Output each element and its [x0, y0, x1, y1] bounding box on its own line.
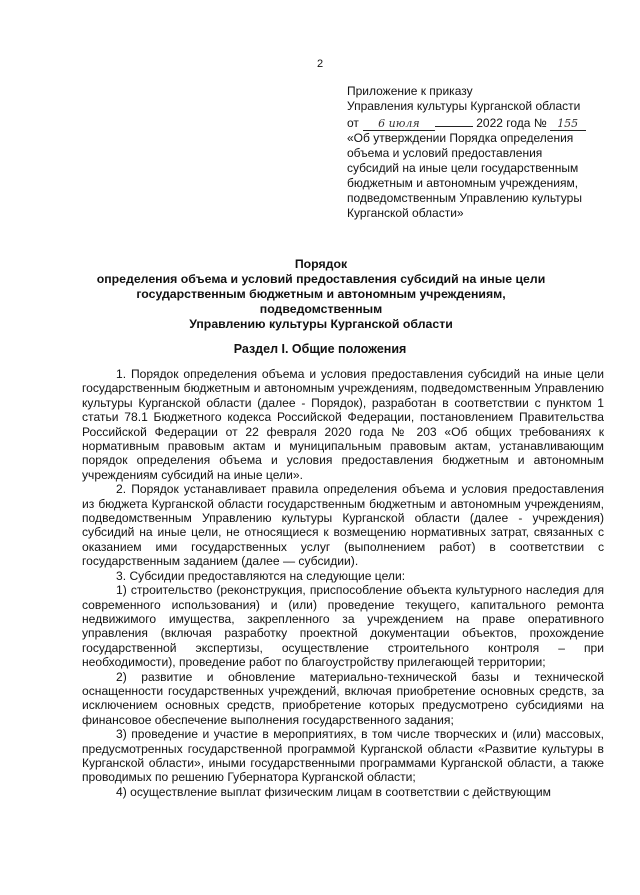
- paragraph-3-item-3: 3) проведение и участие в мероприятиях, в том числе творческих и (или) массовых, предусмотренных государственной программой Курганской области «Развитие культуры в Курганской области», иными государственными программами Курганской области, а также проводимых по решению Губернатора Курганской области;: [82, 727, 604, 785]
- title-line: государственным бюджетным и автономным учреждениям, подведомственным: [136, 287, 506, 316]
- appendix-ref-line: Курганской области»: [347, 206, 464, 220]
- appendix-line-1: Приложение к приказу: [347, 84, 473, 98]
- appendix-date-line: [347, 114, 609, 131]
- year-number-label: 2022 года №: [476, 116, 547, 130]
- page-number: 2: [316, 58, 324, 70]
- paragraph-3: 3. Субсидии предоставляются на следующие цели:: [116, 568, 406, 583]
- appendix-ref-line: бюджетным и автономным учреждениям,: [347, 176, 579, 190]
- paragraph-2: 2. Порядок устанавливает правила определения объема и условия предоставления из бюджета Курганской области государственным бюджетным и автономным учреждениям, подведомственным Управлению культуры Курганской области (далее - учреждения) субсидий на иные цели, не относящиеся к возмещению нормативных затрат, связанных с оказанием ими государственных услуг (выполнением работ) в соответствии с государственным заданием (далее — субсидии).: [82, 482, 604, 569]
- appendix-ref-line: подведомственным Управлению культуры: [347, 191, 582, 205]
- date-underline: [435, 114, 473, 127]
- paragraph-1: 1. Порядок определения объема и условия предоставления субсидий на иные цели государственным бюджетным и автономным учреждениям, подведомственным Управлению культуры Курганской области (далее - Порядок), разработан в соответствии с пунктом 1 статьи 78.1 Бюджетного кодекса Российской Федерации, постановлением Правительства Российской Федерации от 22 февраля 2020 года № 203 «Об общих требованиях к нормативным правовым актам и муниципальным правовым актам, устанавливающим порядок определения объема и условия предоставления бюджетным и автономным учреждениям субсидий на иные цели».: [82, 367, 604, 482]
- handwritten-number: 155: [550, 118, 586, 131]
- document-title: [82, 257, 560, 332]
- document-body: [82, 367, 604, 799]
- section-heading: Раздел I. Общие положения: [233, 342, 407, 356]
- appendix-ref-line: субсидий на иные цели государственным: [347, 161, 579, 175]
- appendix-block: [347, 84, 609, 221]
- paragraph-3-item-4: 4) осуществление выплат физическим лицам в соответствии с действующим: [116, 784, 551, 799]
- handwritten-date: 6 июля: [363, 118, 435, 131]
- title-line: Управлению культуры Курганской области: [189, 317, 453, 331]
- from-label: от: [347, 116, 359, 130]
- appendix-line-2: Управления культуры Курганской области: [347, 99, 581, 113]
- appendix-ref-line: «Об утверждении Порядка определения: [347, 131, 574, 145]
- appendix-ref-line: объема и условий предоставления: [347, 146, 543, 160]
- paragraph-3-item-2: 2) развитие и обновление материально-технической базы и технической оснащенности государственных учреждений, включая приобретение основных средств, за исключением основных средств, приобретение которых предусмотрено субсидиями на финансовое обеспечение выполнения государственного задания;: [82, 669, 604, 727]
- title-line: определения объема и условий предоставления субсидий на иные цели: [96, 272, 546, 286]
- title-line: Порядок: [294, 257, 348, 271]
- paragraph-3-item-1: 1) строительство (реконструкция, приспособление объекта культурного наследия для современного использования) и (или) проведение текущего, капитального ремонта недвижимого имущества, закрепленного за учреждением на праве оперативного управления (включая разработку проектной документации объектов, прохождение государственной экспертизы, осуществление строительного контроля – при необходимости), проведение работ по благоустройству прилегающей территории;: [82, 583, 604, 670]
